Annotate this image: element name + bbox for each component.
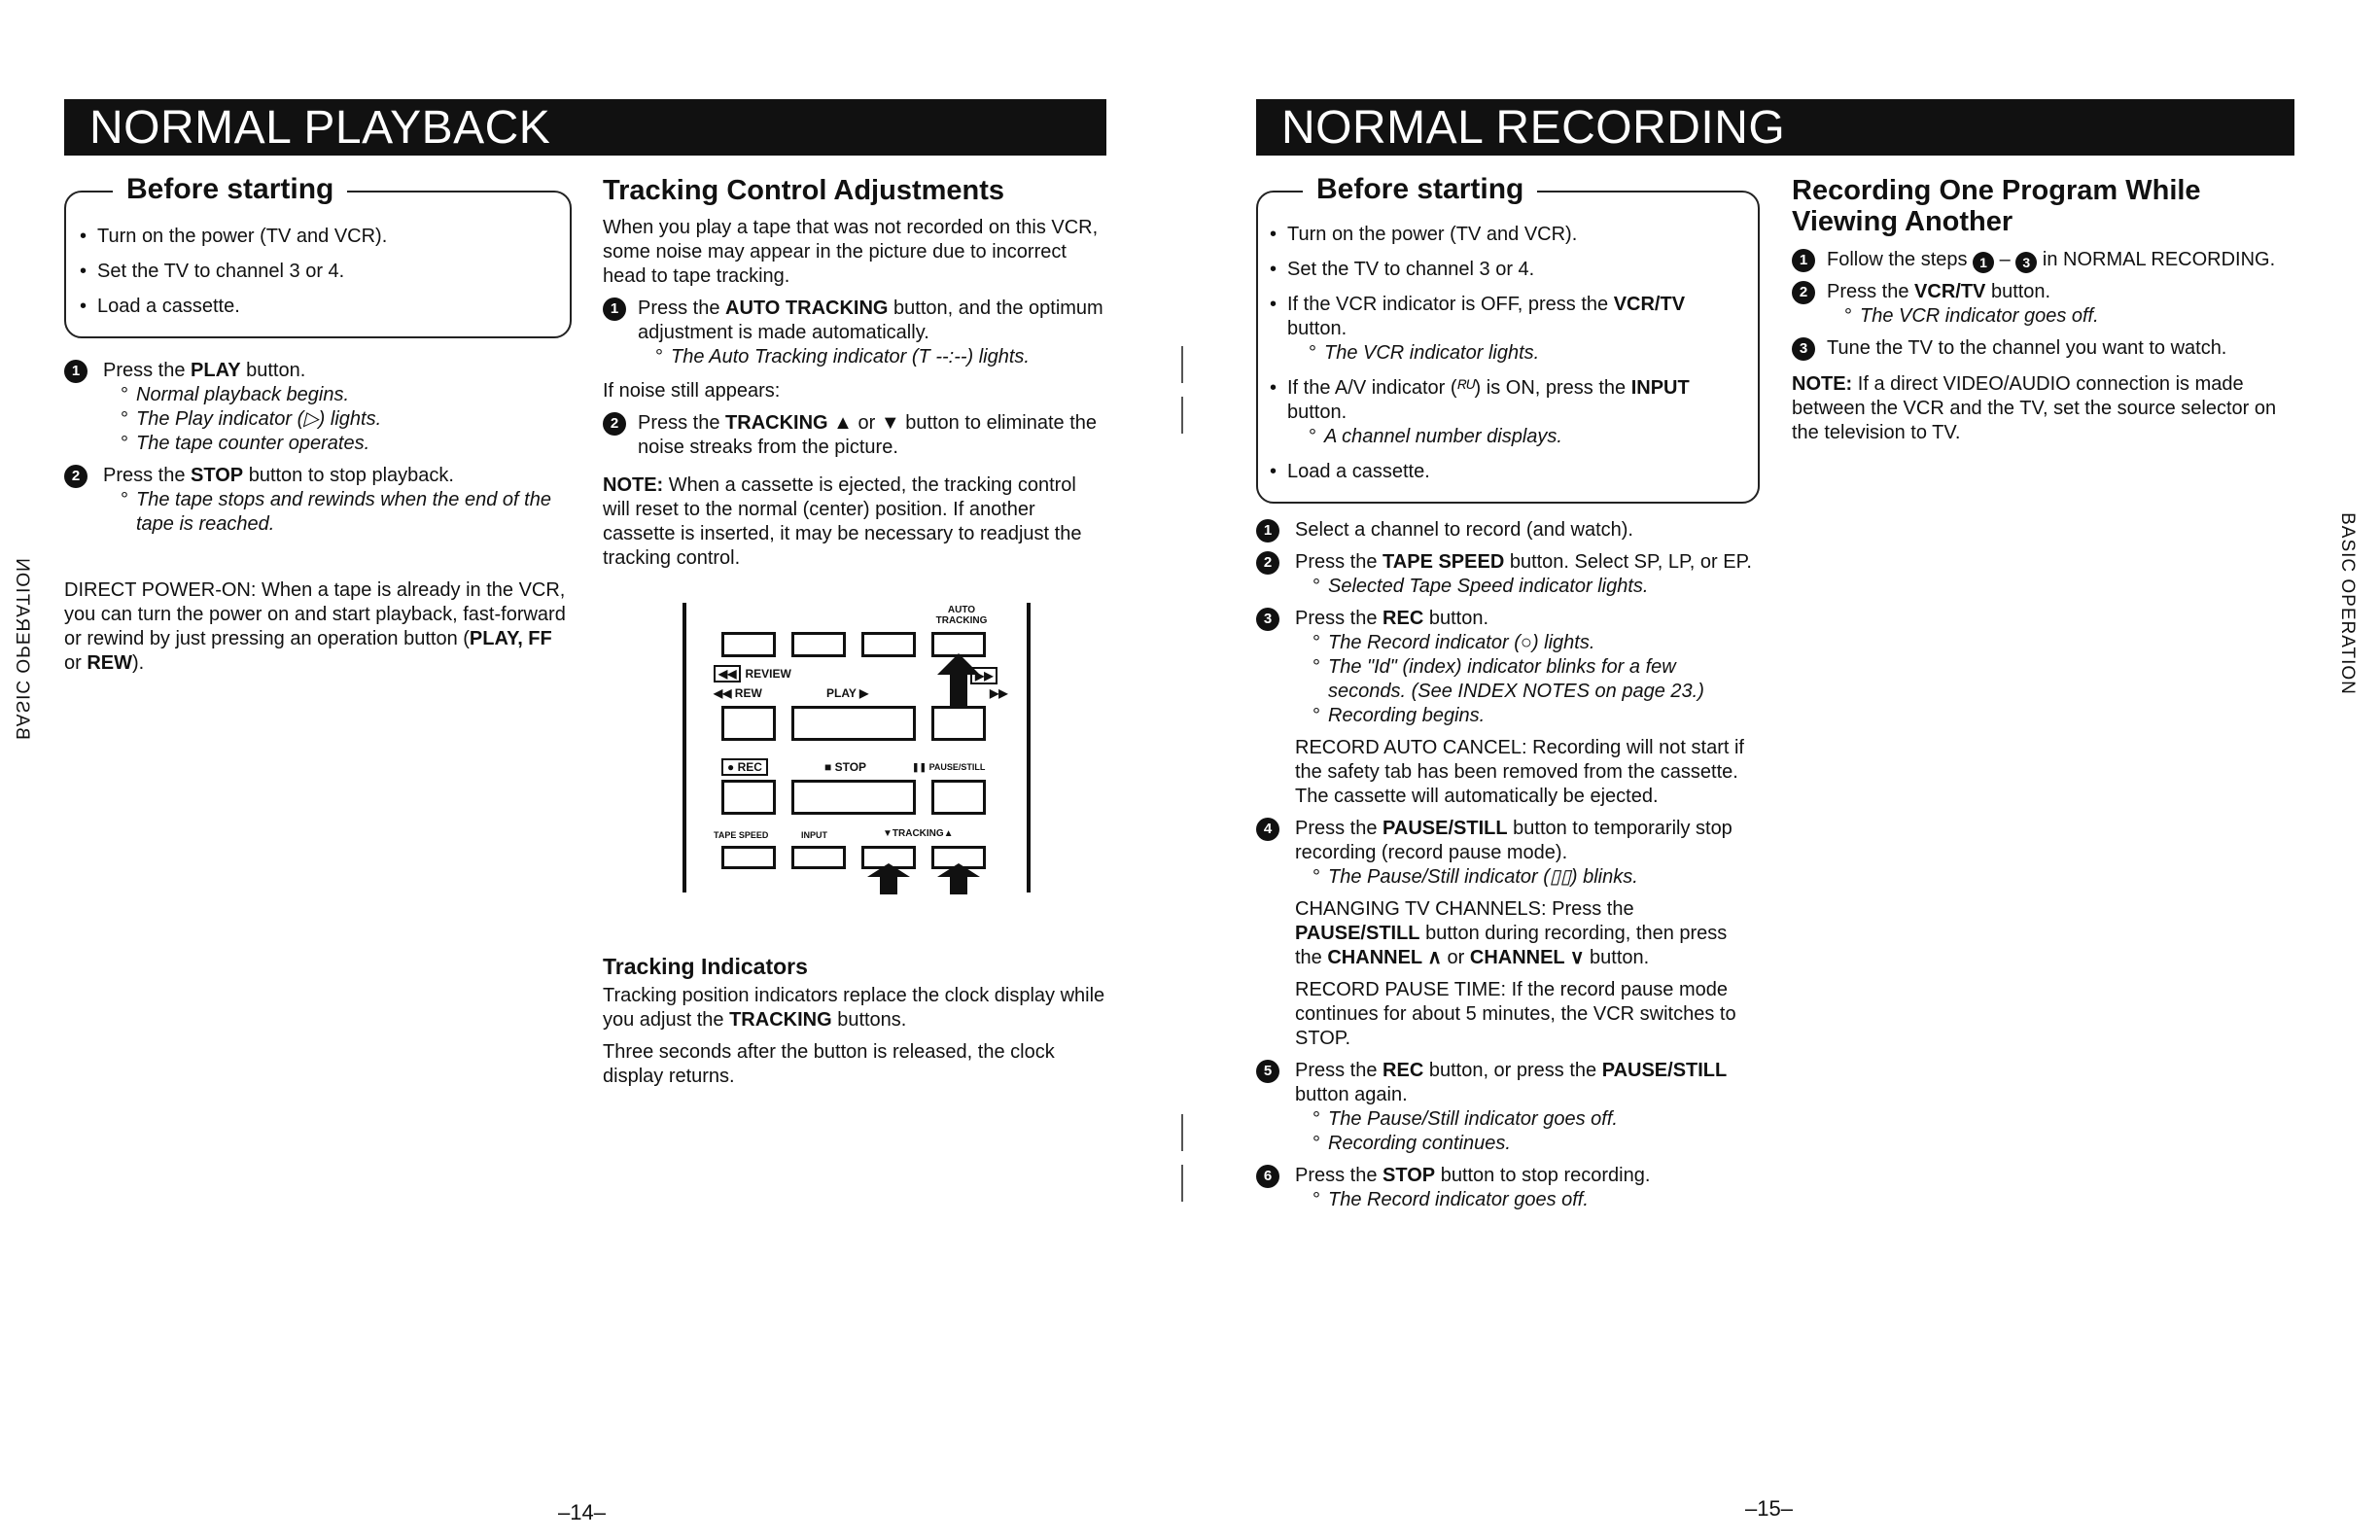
step-number: 6 [1256, 1165, 1279, 1188]
item-note: ° The VCR indicator lights. [1309, 341, 1746, 366]
rec-button[interactable] [721, 780, 776, 815]
note-text: If a direct VIDEO/AUDIO connection is made between the VCR and the TV, set the source selector on the television to TV. [1792, 373, 2277, 443]
list-item: • Load a cassette. [80, 295, 556, 319]
stop-button[interactable] [791, 780, 916, 815]
rec-label: ● REC [721, 758, 768, 776]
rew-label: ◀◀ REW [714, 686, 762, 700]
step-text: Tune the TV to the channel you want to watch. [1827, 337, 2227, 359]
right-side-label: BASIC OPERATION [2336, 512, 2358, 695]
playback-steps [64, 359, 570, 544]
step-note: ° Normal playback begins. [121, 383, 570, 407]
arrow-up-icon [867, 863, 910, 894]
step-text: Press the [1295, 551, 1383, 573]
remote-right-edge [1027, 603, 1031, 892]
step-note: ° The Record indicator (○) lights. [1312, 631, 1754, 655]
step-number: 2 [1256, 551, 1279, 575]
rec-step-3 [1256, 607, 1754, 809]
av-indicator-icon: ᴿᵁ [1456, 377, 1475, 399]
left-page-number: –14– [558, 1500, 606, 1524]
one-program-section [1792, 248, 2297, 453]
step-note: ° The Pause/Still indicator (▯▯) blinks. [1312, 865, 1754, 890]
pause-time-note: RECORD PAUSE TIME: If the record pause mode continues for about 5 minutes, the VCR switches to STOP. [1295, 979, 1736, 1049]
step-ref-badge: 1 [1973, 252, 1994, 273]
recording-before-title: Before starting [1303, 173, 1537, 206]
direct-power-text: ). [132, 652, 145, 674]
note-text: When a cassette is ejected, the tracking control will reset to the normal (center) position. If another cassette is inserted, it may be necessary to readjust the tracking control. [603, 474, 1082, 569]
note-keyword: CHANNEL ∧ [1327, 947, 1442, 968]
indicators-p1 [603, 984, 1108, 1032]
step-text: Press the [103, 360, 192, 381]
tracking-heading: Tracking Control Adjustments [603, 175, 1005, 206]
step-note: ° Selected Tape Speed indicator lights. [1312, 575, 1754, 599]
step-note: ° Recording continues. [1312, 1132, 1754, 1156]
item-text: If the A/V indicator ( [1287, 377, 1457, 399]
step-text: button. [1423, 608, 1488, 629]
item-text: button. [1287, 318, 1348, 339]
tape-speed-button[interactable] [721, 846, 776, 869]
tracking-step-2 [603, 411, 1108, 460]
indicators-keyword: TRACKING [729, 1009, 832, 1031]
playback-title: NORMAL PLAYBACK [89, 102, 551, 154]
item-text: ) is ON, press the [1474, 377, 1631, 399]
step-keyword: REC [1382, 608, 1424, 629]
direct-power-text: DIRECT POWER-ON: When a tape is already in the VCR, you can turn the power on and start playback, fast-forward or rewind by just pressing an operation button ( [64, 579, 566, 649]
binding-mark [1181, 1165, 1183, 1202]
arrow-up-icon [937, 653, 980, 708]
step-note: ° The Record indicator goes off. [1312, 1188, 1754, 1212]
list-item [1270, 293, 1746, 366]
step-text: Press the [103, 465, 192, 486]
step-text: button. Select SP, LP, or EP. [1504, 551, 1752, 573]
step-text: button, and the optimum adjustment is made automatically. [638, 298, 1103, 343]
op-step-3 [1792, 336, 2297, 361]
step-keyword: PLAY [191, 360, 241, 381]
step-text: button. [1985, 281, 2051, 302]
direct-power-keyword: PLAY, FF [469, 628, 552, 649]
ff-review-box: ▶▶ [970, 667, 998, 684]
ff-button[interactable] [931, 706, 986, 741]
step-keyword: REC [1382, 1060, 1424, 1081]
auto-cancel-note: RECORD AUTO CANCEL: Recording will not start if the safety tab has been removed from the cassette. The cassette will automatically be ejected. [1295, 737, 1744, 807]
step-keyword: STOP [1382, 1165, 1436, 1186]
step-keyword: PAUSE/STILL [1382, 818, 1508, 839]
one-program-note [1792, 372, 2297, 445]
step-text: Press the [1295, 608, 1383, 629]
before-starting-list [80, 225, 556, 330]
step-number: 1 [1792, 249, 1815, 272]
remote-diagram [682, 603, 1031, 892]
note-keyword: PAUSE/STILL [1295, 923, 1420, 944]
binding-mark [1181, 1114, 1183, 1151]
step-text: – [1994, 249, 2016, 270]
step-number: 3 [1792, 337, 1815, 361]
step-note: ° Recording begins. [1312, 704, 1754, 728]
tracking-note [603, 473, 1108, 571]
step-text: button to stop playback. [243, 465, 454, 486]
pause-still-button[interactable] [931, 780, 986, 815]
step-number: 2 [64, 465, 88, 488]
tracking-label: ▼TRACKING▲ [883, 828, 954, 839]
step-number: 2 [603, 412, 626, 436]
step-1 [64, 359, 570, 456]
arrow-up-icon [937, 863, 980, 894]
step-text: ▲ or ▼ button to eliminate the noise streaks from the picture. [638, 412, 1097, 458]
rec-step-2 [1256, 550, 1754, 599]
rew-button[interactable] [721, 706, 776, 741]
note-label: NOTE: [603, 474, 664, 496]
step-note: ° The tape stops and rewinds when the end of the tape is reached. [121, 488, 570, 537]
step-text: button, or press the [1423, 1060, 1602, 1081]
step-text: Press the [638, 298, 726, 319]
item-keyword: INPUT [1630, 377, 1690, 399]
recording-title: NORMAL RECORDING [1281, 102, 1786, 154]
remote-button[interactable] [721, 632, 776, 657]
step-number: 2 [1792, 281, 1815, 304]
input-button[interactable] [791, 846, 846, 869]
rec-step-5 [1256, 1059, 1754, 1156]
review-label: ◀◀ REVIEW [714, 667, 791, 681]
step-note: ° The Pause/Still indicator goes off. [1312, 1107, 1754, 1132]
step-note: ° The Play indicator (▷) lights. [121, 407, 570, 432]
note-text: button. [1584, 947, 1650, 968]
op-step-2 [1792, 280, 2297, 329]
tape-speed-label: TAPE SPEED [714, 830, 769, 840]
direct-power-text: or [64, 652, 88, 674]
before-starting-title: Before starting [113, 173, 347, 206]
changing-channels-note [1295, 897, 1754, 970]
direct-power-on [64, 578, 570, 676]
step-note: ° The "Id" (index) indicator blinks for a few seconds. (See INDEX NOTES on page 23.) [1312, 655, 1754, 704]
step-keyword: STOP [191, 465, 244, 486]
binding-mark [1181, 346, 1183, 383]
recording-steps [1256, 518, 1754, 1220]
noise-text: If noise still appears: [603, 380, 781, 402]
note-text: or [1441, 947, 1470, 968]
step-note: ° The tape counter operates. [121, 432, 570, 456]
indicators-text: buttons. [831, 1009, 907, 1031]
step-text: Press the [1827, 281, 1915, 302]
step-text: Press the [1295, 818, 1383, 839]
tracking-indicators-text [603, 984, 1108, 1097]
step-text: Press the [1295, 1165, 1383, 1186]
note-label: NOTE: [1792, 373, 1853, 395]
step-text: button again. [1295, 1084, 1408, 1105]
note-text: button during recording, then press the [1295, 923, 1728, 968]
auto-tracking-label: AUTO TRACKING [935, 605, 988, 626]
step-number: 1 [1256, 519, 1279, 542]
tracking-section [603, 216, 1108, 578]
step-text: button to stop recording. [1435, 1165, 1651, 1186]
step-2 [64, 464, 570, 537]
left-side-label: BASIC OPERATION [11, 557, 32, 740]
remote-button[interactable] [791, 632, 846, 657]
rec-step-1 [1256, 518, 1754, 542]
step-number: 4 [1256, 818, 1279, 841]
step-note: ° The VCR indicator goes off. [1844, 304, 2297, 329]
playback-banner [64, 99, 1106, 156]
right-page-number: –15– [1745, 1496, 1793, 1521]
recording-banner [1256, 99, 2294, 156]
step-keyword: TRACKING [725, 412, 828, 434]
step-number: 5 [1256, 1060, 1279, 1083]
input-label: INPUT [801, 830, 827, 840]
step-text: button. [240, 360, 306, 381]
one-program-heading: Recording One Program While Viewing Another [1792, 175, 2201, 237]
list-item: • Turn on the power (TV and VCR). [1270, 223, 1746, 247]
step-text: Press the [638, 412, 726, 434]
indicators-text: Tracking position indicators replace the clock display while you adjust the [603, 985, 1105, 1031]
binding-mark [1181, 397, 1183, 434]
step-text: in NORMAL RECORDING. [2037, 249, 2276, 270]
item-note: ° A channel number displays. [1309, 425, 1746, 449]
indicators-p2: Three seconds after the button is released, the clock display returns. [603, 1041, 1055, 1087]
review-text: REVIEW [745, 667, 791, 681]
list-item: • Load a cassette. [1270, 460, 1746, 484]
tracking-indicators-heading: Tracking Indicators [603, 954, 808, 979]
play-label: PLAY ▶ [826, 686, 869, 700]
step-keyword: AUTO TRACKING [725, 298, 889, 319]
op-step-1 [1792, 248, 2297, 272]
remote-left-edge [682, 603, 686, 892]
stop-label: ■ STOP [824, 760, 867, 774]
step-text: button to temporarily stop recording (record pause mode). [1295, 818, 1732, 863]
play-button[interactable] [791, 706, 916, 741]
step-keyword: VCR/TV [1914, 281, 1986, 302]
step-note: ° The Auto Tracking indicator (T --:--) lights. [655, 345, 1108, 369]
direct-power-keyword: REW [87, 652, 133, 674]
step-text: Select a channel to record (and watch). [1295, 519, 1633, 541]
recording-before-list [1270, 223, 1746, 495]
step-number: 1 [603, 298, 626, 321]
note-keyword: CHANNEL ∨ [1469, 947, 1585, 968]
step-ref-badge: 3 [2015, 252, 2037, 273]
list-item: • Turn on the power (TV and VCR). [80, 225, 556, 249]
step-text: Press the [1295, 1060, 1383, 1081]
note-text: CHANGING TV CHANNELS: Press the [1295, 898, 1634, 920]
tracking-intro: When you play a tape that was not recorded on this VCR, some noise may appear in the picture due to incorrect head to tape tracking. [603, 217, 1099, 287]
remote-button[interactable] [861, 632, 916, 657]
step-text: Follow the steps [1827, 249, 1974, 270]
step-number: 3 [1256, 608, 1279, 631]
step-number: 1 [64, 360, 88, 383]
tracking-step-1 [603, 297, 1108, 369]
step-keyword: TAPE SPEED [1382, 551, 1505, 573]
rec-step-6 [1256, 1164, 1754, 1212]
pause-label: ❚❚ PAUSE/STILL [912, 762, 986, 772]
list-item: • Set the TV to channel 3 or 4. [1270, 258, 1746, 282]
item-text: If the VCR indicator is OFF, press the [1287, 294, 1614, 315]
rec-step-4 [1256, 817, 1754, 1051]
list-item: • Set the TV to channel 3 or 4. [80, 260, 556, 284]
item-text: button. [1287, 402, 1348, 423]
list-item [1270, 376, 1746, 449]
step-keyword: PAUSE/STILL [1601, 1060, 1728, 1081]
ff-label: ▶▶ [990, 686, 1008, 700]
item-keyword: VCR/TV [1613, 294, 1686, 315]
